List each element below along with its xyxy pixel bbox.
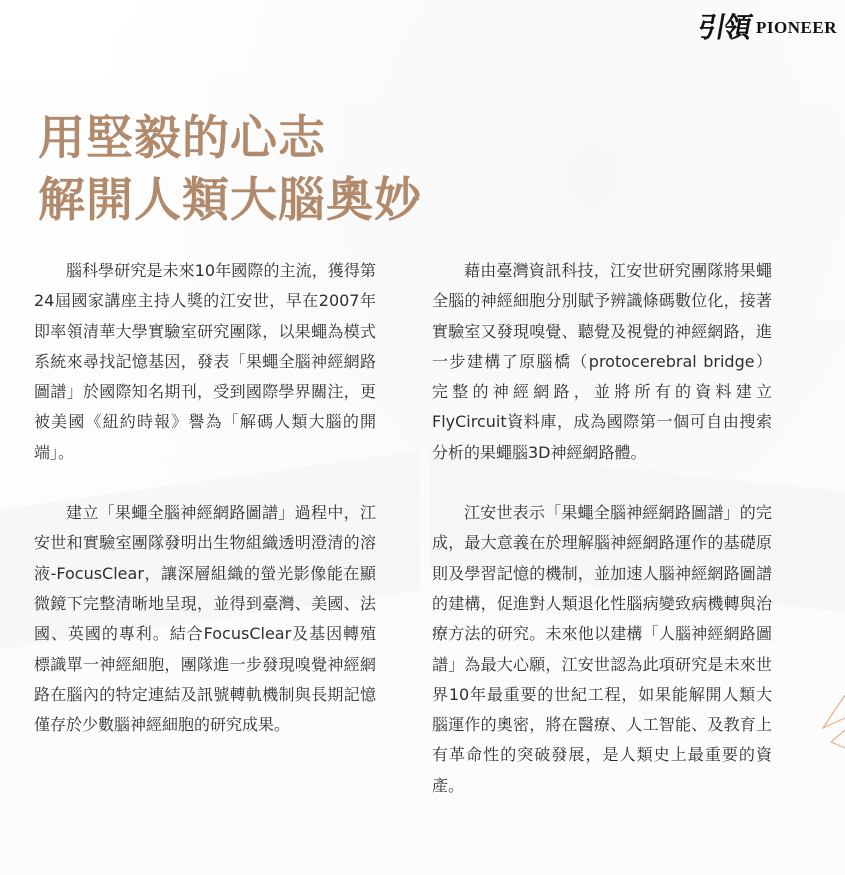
paragraph: 建立「果蠅全腦神經網路圖譜」過程中，江安世和實驗室團隊發明出生物組織透明澄清的溶液-FocusClear，讓深層組織的螢光影像能在顯微鏡下完整清晰地呈現，並得到臺灣、美國、法國、英國的專利。結合FocusClear及基因轉殖標識單一神經細胞，團隊進一步發現嗅覺神經網路在腦內的特定連結及訊號轉軌機制與長期記憶僅存於少數腦神經細胞的研究成果。	[34, 503, 376, 735]
decorative-lines-icon	[805, 690, 845, 750]
pioneer-logo	[695, 11, 837, 44]
logo-wordmark: PIONEER	[756, 18, 837, 37]
article-title	[38, 108, 422, 232]
paragraph: 腦科學研究是未來10年國際的主流，獲得第24屆國家講座主持人獎的江安世，早在2007年即率領清華大學實驗室研究團隊，以果蠅為模式系統來尋找記憶基因，發表「果蠅全腦神經網路圖譜」於國際知名期刊，受到國際學界關注，更被美國《紐約時報》譽為「解碼人類大腦的開端」。	[34, 261, 376, 462]
left-column	[34, 256, 376, 770]
title-line-1: 用堅毅的心志	[38, 111, 326, 166]
right-column	[432, 256, 772, 831]
logo-calligraphy: 引領	[695, 11, 754, 44]
paragraph: 江安世表示「果蠅全腦神經網路圖譜」的完成，最大意義在於理解腦神經網路運作的基礎原則及學習記憶的機制，並加速人腦神經網路圖譜的建構，促進對人類退化性腦病變致病機轉與治療方法的研究。未來他以建構「人腦神經網路圖譜」為最大心願，江安世認為此項研究是未來世界10年最重要的世紀工程，如果能解開人類大腦運作的奧密，將在醫療、人工智能、及教育上有革命性的突破發展，是人類史上最重要的資產。	[432, 503, 772, 795]
paragraph: 藉由臺灣資訊科技，江安世研究團隊將果蠅全腦的神經細胞分別賦予辨識條碼數位化，接著實驗室又發現嗅覺、聽覺及視覺的神經網路，進一步建構了原腦橋（protocerebral bridge）完整的神經網路，並將所有的資料建立FlyCircuit資料庫，成為國際第一個可自由搜索分析的果蠅腦3D神經網路體。	[432, 261, 772, 462]
title-line-2: 解開人類大腦奧妙	[38, 173, 422, 228]
